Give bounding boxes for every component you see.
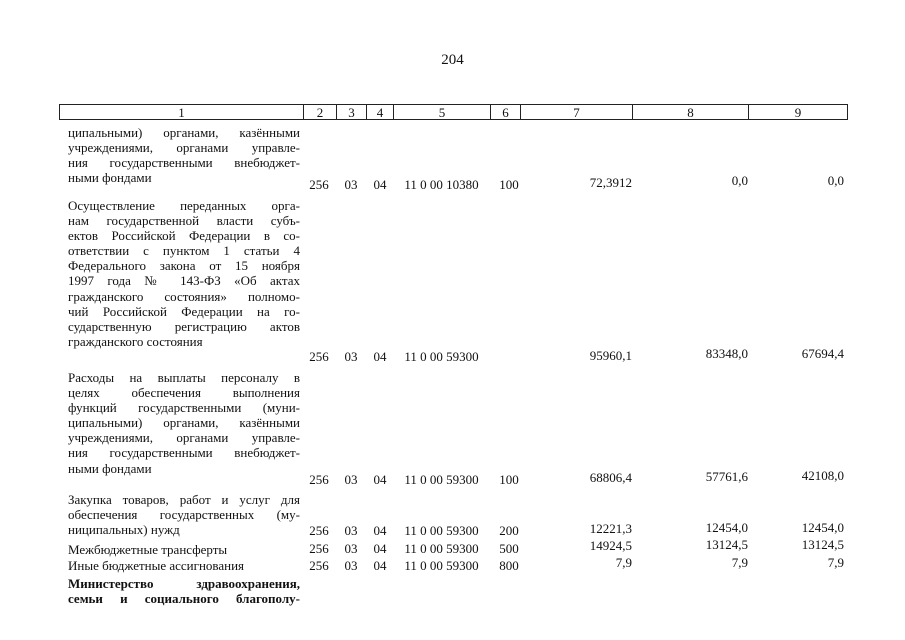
description-line: гражданского состояния <box>68 333 203 349</box>
description-line: чий Российской Федерации на го- <box>68 303 300 319</box>
description-line: Иные бюджетные ассигнования <box>68 558 245 573</box>
description-line: семьи и социального благополу- <box>68 591 300 607</box>
cell-amount-col8: 12454,0 <box>705 520 748 535</box>
cell-subsection: 04 <box>373 541 387 556</box>
description-line: Министерство здравоохранения, <box>68 576 300 591</box>
cell-target-article: 11 0 00 59300 <box>404 349 479 364</box>
column-header-3: 3 <box>336 104 366 120</box>
description-line: Расходы на выплаты персоналу в <box>68 370 300 385</box>
cell-amount-col8: 13124,5 <box>705 537 748 552</box>
description-line: ектов Российской Федерации в со- <box>68 228 300 244</box>
description-line: 1997 года № 143-ФЗ «Об актах <box>68 273 300 289</box>
table-row-description <box>68 370 300 476</box>
section-heading <box>68 576 300 606</box>
cell-expense-type: 100 <box>499 177 519 192</box>
description-line: функций государственными (муни- <box>68 400 300 416</box>
description-line: обеспечения государственных (му- <box>68 507 300 523</box>
cell-amount-col8: 83348,0 <box>705 346 748 361</box>
cell-target-article: 11 0 00 59300 <box>404 472 479 487</box>
column-header-1: 1 <box>59 104 303 120</box>
table-row-description <box>68 198 300 349</box>
cell-subsection: 04 <box>373 472 387 487</box>
description-line: ципальными) органами, казёнными <box>68 415 300 431</box>
description-line: Федерального закона от 15 ноября <box>68 258 300 274</box>
cell-target-article: 11 0 00 59300 <box>404 558 479 573</box>
description-line: ния государственными внебюджет- <box>68 155 300 171</box>
description-line: ными фондами <box>68 170 152 186</box>
cell-section: 03 <box>344 558 358 573</box>
cell-section: 03 <box>344 472 358 487</box>
cell-amount-col7: 95960,1 <box>589 348 632 363</box>
cell-subsection: 04 <box>373 558 387 573</box>
table-row-description <box>68 558 300 573</box>
cell-target-article: 11 0 00 10380 <box>404 177 479 192</box>
cell-ministry-code: 256 <box>309 177 329 192</box>
cell-section: 03 <box>344 523 358 538</box>
description-line: ответствии с пунктом 1 статьи 4 <box>68 243 300 259</box>
cell-ministry-code: 256 <box>309 472 329 487</box>
cell-expense-type: 200 <box>499 523 519 538</box>
page-number: 204 <box>441 52 464 68</box>
cell-expense-type: 800 <box>499 558 519 573</box>
cell-amount-col9: 13124,5 <box>801 537 844 552</box>
table-row-description <box>68 542 300 557</box>
table-row-description <box>68 125 300 185</box>
cell-ministry-code: 256 <box>309 523 329 538</box>
cell-amount-col7: 14924,5 <box>589 538 632 553</box>
cell-ministry-code: 256 <box>309 558 329 573</box>
cell-amount-col9: 0,0 <box>827 173 844 188</box>
description-line: Осуществление переданных орга- <box>68 198 300 213</box>
description-line: нам государственной власти субъ- <box>68 213 300 229</box>
cell-ministry-code: 256 <box>309 349 329 364</box>
column-header-7: 7 <box>520 104 632 120</box>
column-header-6: 6 <box>490 104 520 120</box>
cell-subsection: 04 <box>373 177 387 192</box>
description-line: сударственную регистрацию актов <box>68 318 300 334</box>
column-header-4: 4 <box>366 104 393 120</box>
column-header-9: 9 <box>748 104 848 120</box>
description-line: учреждениями, органами управле- <box>68 430 300 446</box>
cell-subsection: 04 <box>373 349 387 364</box>
column-header-2: 2 <box>303 104 336 120</box>
table-row-description <box>68 492 300 537</box>
cell-amount-col8: 0,0 <box>731 173 748 188</box>
cell-expense-type: 500 <box>499 541 519 556</box>
column-header-5: 5 <box>393 104 490 120</box>
description-line: ниципальных) нужд <box>68 522 180 538</box>
cell-section: 03 <box>344 541 358 556</box>
description-line: учреждениями, органами управле- <box>68 140 300 156</box>
cell-amount-col8: 57761,6 <box>705 469 748 484</box>
cell-target-article: 11 0 00 59300 <box>404 523 479 538</box>
description-line: ципальными) органами, казёнными <box>68 125 300 140</box>
description-line: целях обеспечения выполнения <box>68 385 300 401</box>
cell-amount-col9: 7,9 <box>827 555 844 570</box>
cell-ministry-code: 256 <box>309 541 329 556</box>
cell-amount-col9: 42108,0 <box>801 468 844 483</box>
cell-amount-col7: 68806,4 <box>589 470 632 485</box>
cell-section: 03 <box>344 177 358 192</box>
cell-expense-type: 100 <box>499 472 519 487</box>
cell-amount-col9: 12454,0 <box>801 520 844 535</box>
description-line: Межбюджетные трансферты <box>68 542 228 557</box>
cell-amount-col7: 12221,3 <box>589 521 632 536</box>
cell-target-article: 11 0 00 59300 <box>404 541 479 556</box>
description-line: гражданского состояния» полномо- <box>68 288 300 304</box>
cell-amount-col7: 7,9 <box>615 555 632 570</box>
description-line: ными фондами <box>68 460 152 476</box>
description-line: ния государственными внебюджет- <box>68 445 300 461</box>
cell-amount-col8: 7,9 <box>731 555 748 570</box>
cell-section: 03 <box>344 349 358 364</box>
description-line: Закупка товаров, работ и услуг для <box>68 492 300 507</box>
cell-subsection: 04 <box>373 523 387 538</box>
column-header-8: 8 <box>632 104 748 120</box>
cell-amount-col7: 72,3912 <box>589 175 632 190</box>
cell-amount-col9: 67694,4 <box>801 346 844 361</box>
